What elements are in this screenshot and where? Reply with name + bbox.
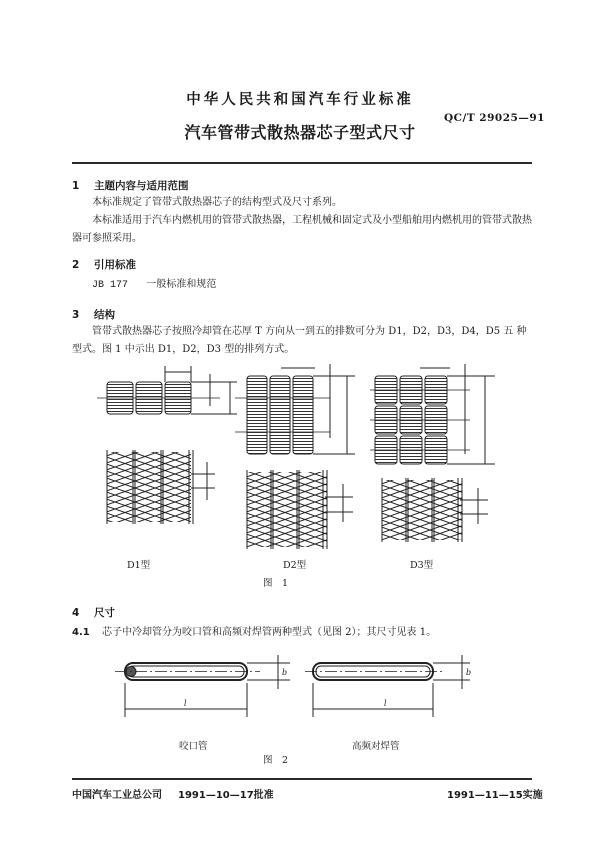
d1-top-view [97, 366, 237, 414]
d1-side-view [107, 450, 215, 524]
section-title: 引用标准 [94, 259, 136, 271]
footer-issuer: 中国汽车工业总公司 [72, 790, 162, 801]
reference-code: JB 177 [92, 280, 129, 291]
figure-1-label-d1: D1型 [127, 560, 151, 571]
subsection-4-1 [72, 624, 534, 642]
section-1-heading [72, 178, 189, 193]
figure-1-label-d3: D3型 [410, 560, 434, 571]
section-number: 1 [72, 180, 80, 192]
dim-l-right: l [384, 699, 387, 708]
section-3-heading [72, 307, 115, 322]
figure-2-caption: 图 2 [263, 755, 289, 766]
footer-rule [72, 778, 532, 780]
section-title: 主题内容与适用范围 [94, 180, 189, 192]
dim-b1-left: b [282, 668, 288, 677]
section-1-para-2: 本标准适用于汽车内燃机用的管带式散热器，工程机械和固定式及小型船舶用内燃机用的管带式散热器可参照采用。 [72, 215, 532, 244]
figure-1-label-d2: D2型 [283, 560, 307, 571]
section-title: 结构 [94, 309, 115, 321]
footer-effective-date: 1991—11—15实施 [447, 790, 543, 801]
section-2-heading [72, 257, 136, 272]
dim-b1-right: b [466, 668, 472, 677]
document-title: 汽车管带式散热器芯子型式尺寸 [184, 123, 416, 142]
subsection-number: 4.1 [72, 627, 90, 638]
standard-number: QC/T 29025—91 [444, 112, 545, 124]
section-number: 4 [72, 607, 80, 619]
d2-side-view [247, 470, 353, 549]
dim-l-left: l [184, 699, 187, 708]
d3-top-view [370, 364, 495, 464]
figure-2-diagram [100, 655, 480, 725]
issuing-authority: 中华人民共和国汽车行业标准 [186, 92, 414, 108]
footer-approval-date: 1991—10—17批准 [178, 790, 274, 801]
header-rule [72, 162, 532, 164]
reference-item [92, 276, 554, 295]
d2-top-view [235, 364, 355, 454]
welded-tube-drawing [305, 655, 470, 717]
figure-2-label-seamed: 咬口管 [179, 741, 208, 752]
figure-1-diagram [95, 362, 515, 552]
d3-side-view [382, 478, 488, 542]
section-3-para: 管带式散热器芯子按照冷却管在芯厚 T 方向从一到五的排数可分为 D1，D2，D3，D4，D5 五 种型式。图 1 中示出 D1，D2，D3 型的排列方式。 [72, 326, 527, 355]
section-number: 2 [72, 259, 80, 271]
section-4-heading [72, 605, 115, 620]
section-title: 尺寸 [94, 607, 115, 619]
section-number: 3 [72, 309, 80, 321]
seamed-tube-drawing [115, 655, 290, 717]
reference-name: 一般标准和规范 [146, 279, 217, 290]
figure-2-label-welded: 高频对焊管 [352, 741, 400, 752]
figure-1-caption: 图 1 [263, 578, 289, 589]
subsection-text: 芯子中冷却管分为咬口管和高频对焊管两种型式（见图 2）；其尺寸见表 1。 [102, 627, 437, 638]
section-1-para-1: 本标准规定了管带式散热器芯子的结构型式及尺寸系列。 [92, 197, 342, 208]
